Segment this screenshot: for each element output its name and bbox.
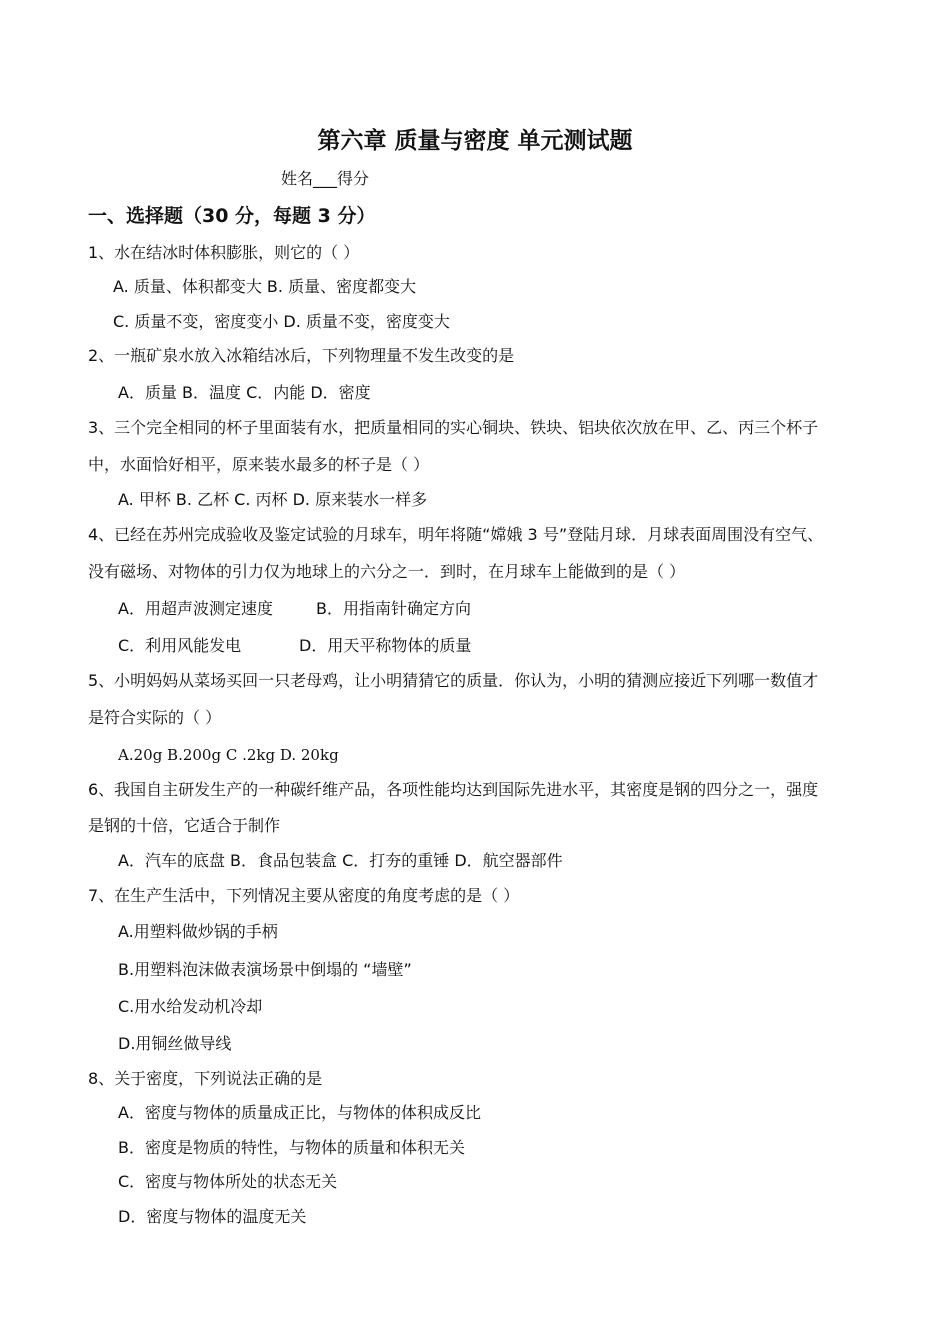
question-5-stem-line-1: 5、小明妈妈从菜场买回一只老母鸡，让小明猜猜它的质量．你认为，小明的猜测应接近下列哪一数值才	[88, 671, 819, 690]
question-4-option-b: B．用指南针确定方向	[316, 599, 471, 618]
question-2-stem: 2、一瓶矿泉水放入冰箱结冰后，下列物理量不发生改变的是	[88, 346, 515, 365]
question-7-option-a: A.用塑料做炒锅的手柄	[118, 922, 278, 941]
question-1-stem: 1、水在结冰时体积膨胀，则它的（ ）	[88, 243, 360, 262]
question-6-stem-line-2: 是钢的十倍，它适合于制作	[88, 816, 281, 835]
question-3-options: A. 甲杯 B. 乙杯 C. 丙杯 D. 原来装水一样多	[118, 490, 428, 509]
question-6-stem-line-1: 6、我国自主研发生产的一种碳纤维产品，各项性能均达到国际先进水平，其密度是钢的四分之一，强度	[88, 780, 819, 799]
question-5-options: A.20g B.200g C .2kg D. 20kg	[118, 746, 339, 764]
question-6-options: A．汽车的底盘 B．食品包装盒 C．打夯的重锤 D．航空器部件	[118, 851, 563, 870]
question-8-stem: 8、关于密度，下列说法正确的是	[88, 1069, 323, 1088]
question-1-options-cd: C. 质量不变，密度变小 D. 质量不变，密度变大	[113, 312, 450, 331]
question-2-options: A．质量 B．温度 C．内能 D．密度	[118, 383, 371, 402]
question-4-stem-line-2: 没有磁场、对物体的引力仅为地球上的六分之一．到时，在月球车上能做到的是（ ）	[88, 562, 686, 581]
question-7-option-c: C.用水给发动机冷却	[118, 997, 263, 1016]
question-8-option-b: B．密度是物质的特性，与物体的质量和体积无关	[118, 1138, 465, 1157]
page-title: 第六章 质量与密度 单元测试题	[317, 128, 633, 154]
question-3-stem-line-2: 中，水面恰好相平，原来装水最多的杯子是（ ）	[88, 455, 430, 474]
question-8-option-a: A．密度与物体的质量成正比，与物体的体积成反比	[118, 1103, 481, 1122]
question-4-option-d: D．用天平称物体的质量	[299, 636, 472, 655]
question-8-option-c: C．密度与物体所处的状态无关	[118, 1172, 338, 1191]
question-5-stem-line-2: 是符合实际的（ ）	[88, 708, 222, 727]
question-7-option-b: B.用塑料泡沫做表演场景中倒塌的 “墙壁”	[118, 960, 412, 979]
question-7-option-d: D.用铜丝做导线	[118, 1034, 232, 1053]
question-3-stem-line-1: 3、三个完全相同的杯子里面装有水，把质量相同的实心铜块、铁块、铝块依次放在甲、乙、丙三个杯子	[88, 418, 819, 437]
question-7-stem: 7、在生产生活中，下列情况主要从密度的角度考虑的是（ ）	[88, 886, 520, 905]
question-1-options-ab: A. 质量、体积都变大 B. 质量、密度都变大	[113, 277, 417, 296]
section-heading-multiple-choice: 一、选择题（30 分，每题 3 分）	[88, 205, 376, 227]
question-8-option-d: D．密度与物体的温度无关	[118, 1207, 307, 1226]
question-4-option-c: C．利用风能发电	[118, 636, 242, 655]
name-score-line: 姓名___得分	[281, 169, 370, 188]
question-4-option-a: A．用超声波测定速度	[118, 599, 273, 618]
question-4-stem-line-1: 4、已经在苏州完成验收及鉴定试验的月球车，明年将随“嫦娥 3 号”登陆月球．月球表面周围没有空气、	[88, 525, 824, 544]
